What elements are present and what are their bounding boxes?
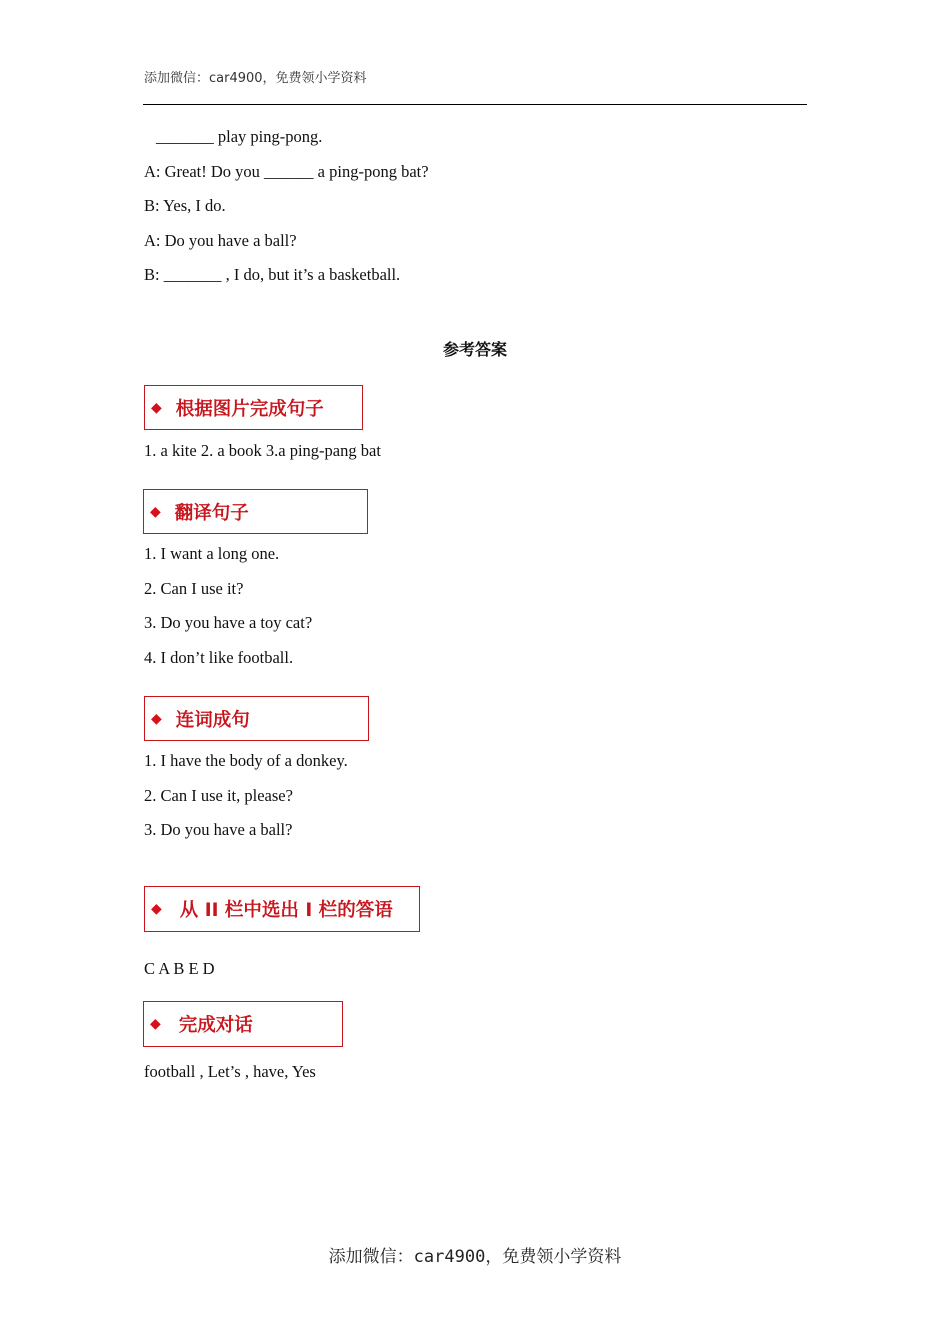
section-title: 连词成句: [175, 709, 250, 731]
answers-title: 参考答案: [442, 340, 507, 359]
section-header-translate: [143, 489, 368, 534]
diamond-icon: ◆: [151, 399, 162, 416]
diamond-icon: ◆: [150, 503, 161, 520]
diamond-icon: ◆: [150, 1016, 161, 1032]
answer-line: 4. I don’t like football.: [144, 648, 294, 667]
dialogue-line-5: B: _______ , I do, but it’s a basketball.: [144, 265, 401, 284]
footer-note: 添加微信：car4900，免费领小学资料: [328, 1247, 622, 1267]
answer-line: 1. a kite 2. a book 3.a ping-pang bat: [144, 441, 381, 460]
header-note: 添加微信：car4900，免费领小学资料: [144, 71, 367, 86]
diamond-icon: ◆: [151, 710, 162, 727]
answer-line: 3. Do you have a ball?: [144, 820, 293, 839]
answer-line: 3. Do you have a toy cat?: [144, 613, 313, 632]
diamond-icon: ◆: [151, 901, 162, 917]
dialogue-line-2: A: Great! Do you ______ a ping-pong bat?: [144, 162, 429, 181]
dialogue-line-1: _______ play ping-pong.: [156, 127, 323, 146]
section-title: 根据图片完成句子: [175, 398, 324, 420]
answer-line: 1. I have the body of a donkey.: [144, 751, 348, 770]
dialogue-line-3: B: Yes, I do.: [144, 196, 226, 215]
section-header-matching: [144, 886, 420, 932]
answer-line: 2. Can I use it?: [144, 579, 244, 598]
dialogue-line-4: A: Do you have a ball?: [144, 231, 297, 250]
answer-line: C A B E D: [144, 959, 215, 978]
section-title: 翻译句子: [174, 502, 249, 524]
section-title: 完成对话: [178, 1015, 253, 1036]
section-title: 从 II 栏中选出 I 栏的答语: [179, 900, 393, 921]
section-header-picture-sentences: [144, 385, 363, 430]
header-divider: [143, 104, 807, 105]
answer-line: 2. Can I use it, please?: [144, 786, 293, 805]
answer-line: football , Let’s , have, Yes: [144, 1062, 316, 1081]
section-header-complete-dialogue: [143, 1001, 343, 1047]
answer-line: 1. I want a long one.: [144, 544, 280, 563]
section-header-word-order: [144, 696, 369, 741]
